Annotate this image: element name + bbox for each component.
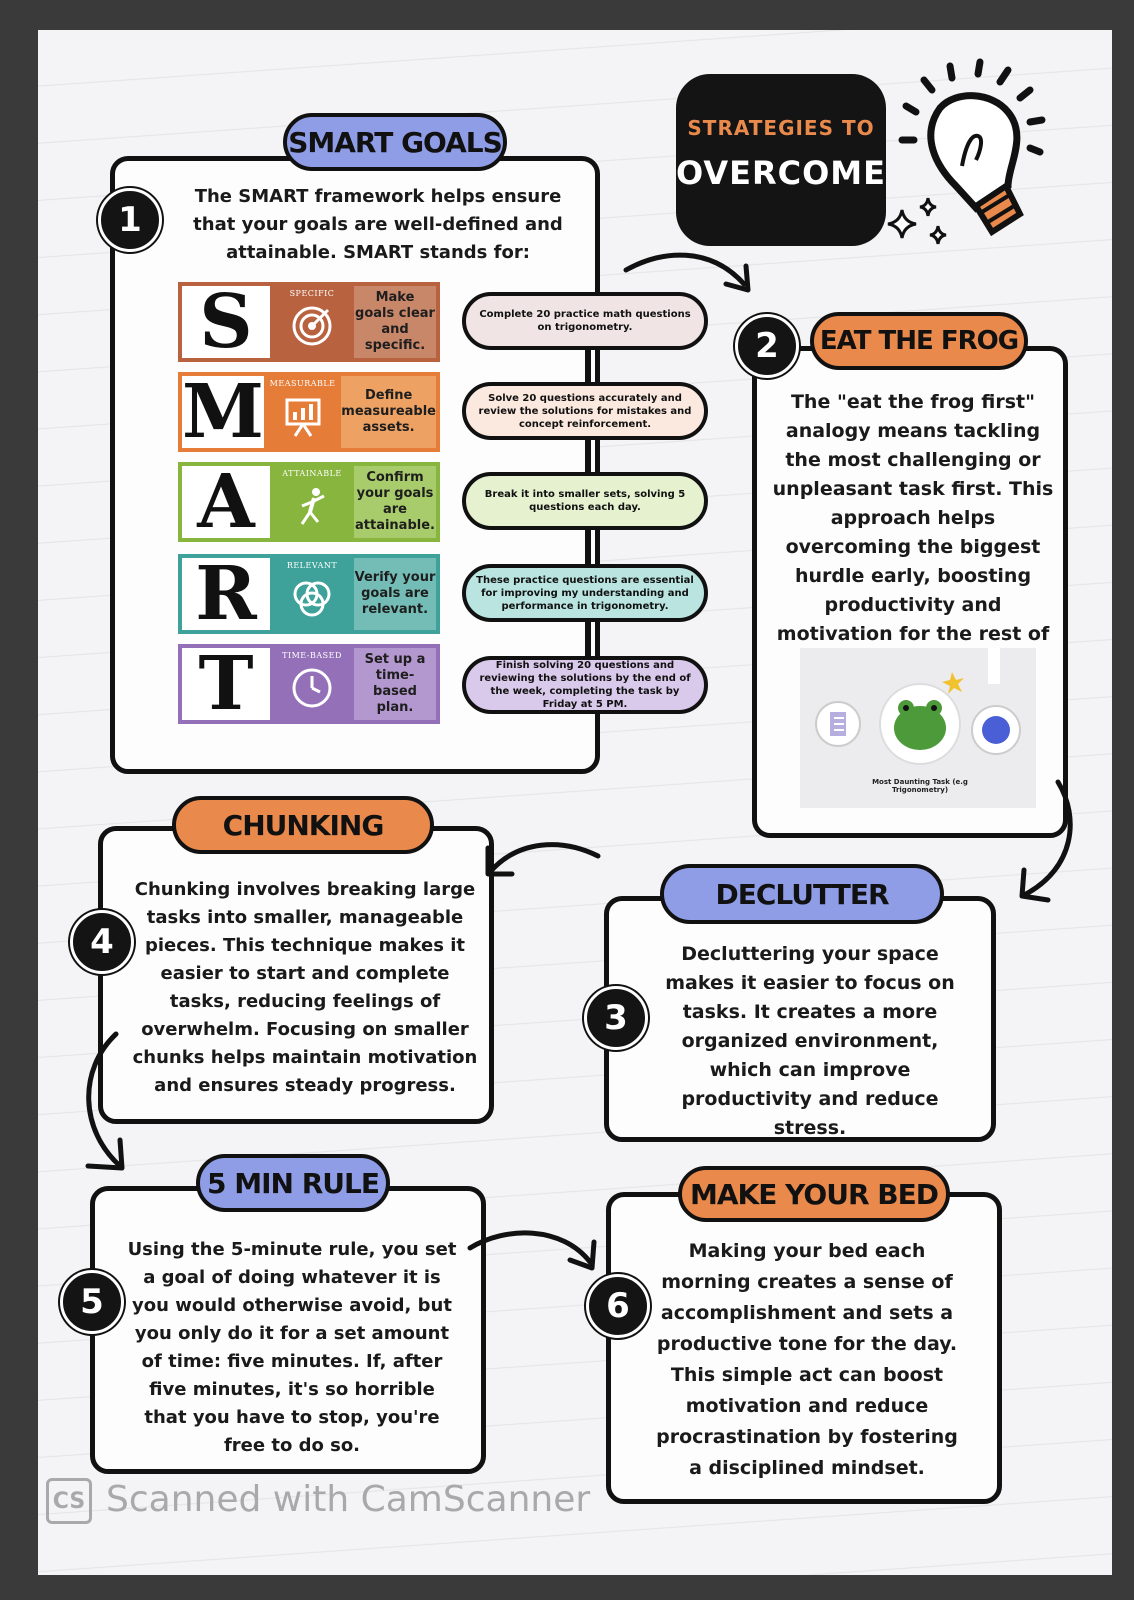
smart-letter: T	[182, 648, 270, 720]
step-number-2: 2	[735, 314, 799, 378]
smart-row-m	[178, 369, 440, 455]
smart-goals-title: SMART GOALS	[283, 113, 507, 171]
step-number-6: 6	[586, 1274, 650, 1338]
smart-description: Make goals clear and specific.	[354, 286, 436, 358]
smart-caption: TIME-BASED	[282, 651, 342, 660]
chunking-body: Chunking involves breaking large tasks into smaller, manageable pieces. This technique makes it easier to start and complete tasks, reducing feelings of overwhelm. Focusing on smaller chunks helps maintain motivation and ensures steady progress.	[132, 879, 478, 1096]
smart-description: Confirm your goals are attainable.	[354, 466, 436, 538]
smart-icon-cell	[264, 376, 341, 448]
header-line1: STRATEGIES TO	[687, 116, 875, 140]
smart-description: Verify your goals are relevant.	[354, 558, 436, 630]
smart-letter: R	[182, 558, 270, 630]
arrow-icon	[1014, 778, 1084, 908]
eat-the-frog-title: EAT THE FROG	[810, 312, 1028, 370]
venn-icon	[290, 576, 334, 624]
smart-example-s: Complete 20 practice math questions on trigonometry.	[462, 292, 708, 350]
step-number-4: 4	[70, 910, 134, 974]
five-min-rule-body: Using the 5-minute rule, you set a goal of doing whatever it is you would otherwise avoid, but you only do it for a set amount of time: five minutes. If, after five minutes, it's so horrible that you have to stop, you're free to do so.	[127, 1239, 457, 1456]
make-your-bed-title: MAKE YOUR BED	[678, 1166, 950, 1222]
header-badge	[676, 74, 886, 246]
smart-letter: S	[182, 286, 270, 358]
smart-description: Set up a time-based plan.	[354, 648, 436, 720]
arrow-icon	[72, 1030, 142, 1180]
smart-goals-intro: The SMART framework helps ensure that your goals are well-defined and attainable. SMART stands for:	[193, 186, 563, 263]
frog-caption: Most Daunting Task (e.g Trigonometry)	[872, 778, 968, 794]
camscanner-watermark	[46, 1478, 590, 1524]
arrow-icon	[478, 836, 608, 886]
smart-row-a	[178, 459, 440, 545]
smart-example-t: Finish solving 20 questions and reviewing the solutions by the end of the week, completing the task by Friday at 5 PM.	[462, 656, 708, 714]
make-your-bed-body: Making your bed each morning creates a sense of accomplishment and sets a productive tone for the day. This simple act can boost motivation and reduce procrastination by fostering a disciplined mindset.	[656, 1240, 958, 1479]
sparkle-icon	[886, 196, 956, 260]
watermark-text: Scanned with CamScanner	[106, 1479, 591, 1520]
arrow-icon	[466, 1222, 606, 1282]
smart-row-r	[178, 551, 440, 637]
smart-description: Define measureable assets.	[341, 376, 436, 448]
step-number-5: 5	[60, 1270, 124, 1334]
smart-caption: RELEVANT	[286, 561, 338, 570]
declutter-title: DECLUTTER	[660, 864, 944, 924]
smart-caption: MEASURABLE	[269, 379, 336, 388]
declutter-body: Decluttering your space makes it easier to focus on tasks. It creates a more organized environment, which can improve productivity and reduce stress.	[665, 943, 955, 1139]
smart-caption: ATTAINABLE	[282, 469, 342, 478]
runner-icon	[290, 484, 334, 532]
smart-row-t	[178, 641, 440, 727]
arrow-icon	[622, 244, 762, 304]
smart-example-m: Solve 20 questions accurately and review the solutions for mistakes and concept reinforcement.	[462, 382, 708, 440]
smart-example-r: These practice questions are essential for improving my understanding and performance in trigonometry.	[462, 564, 708, 622]
smart-row-s	[178, 279, 440, 365]
smart-letter: M	[182, 369, 264, 455]
camscanner-logo: CS	[46, 1478, 92, 1524]
frog-illustration	[800, 648, 1036, 808]
header-line2: OVERCOME	[676, 154, 886, 192]
presentation-chart-icon	[281, 394, 325, 442]
smart-example-a: Break it into smaller sets, solving 5 questions each day.	[462, 472, 708, 530]
clock-icon	[290, 666, 334, 714]
five-min-rule-title: 5 MIN RULE	[196, 1154, 390, 1212]
step-number-3: 3	[584, 986, 648, 1050]
smart-letter: A	[182, 466, 270, 538]
step-number-1: 1	[98, 188, 162, 252]
chunking-title: CHUNKING	[172, 796, 434, 854]
smart-icon-cell	[270, 558, 354, 630]
smart-icon-cell	[270, 466, 354, 538]
smart-icon-cell	[270, 648, 354, 720]
eat-the-frog-body: The "eat the frog first" analogy means tackling the most challenging or unpleasant task first. This approach helps overcoming the biggest hurdle early, boosting productivity and motivation for the rest of	[772, 391, 1054, 645]
smart-icon-cell	[270, 286, 354, 358]
target-icon	[290, 304, 334, 352]
smart-caption: SPECIFIC	[289, 289, 335, 298]
